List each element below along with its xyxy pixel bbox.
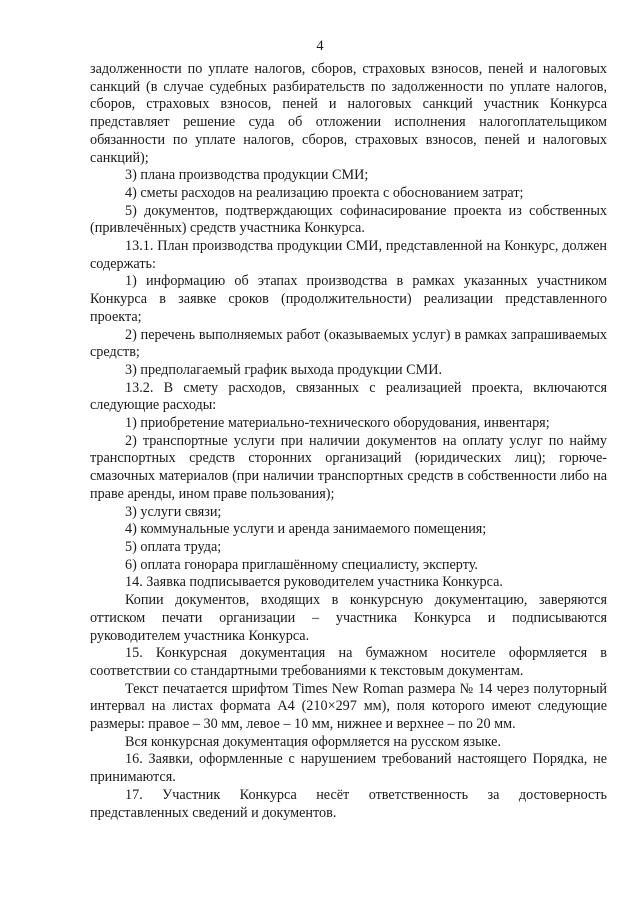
paragraph-15: 15. Конкурсная документация на бумажном носителе оформляется в соответствии со стандартными требованиями к текстовым документам. [90, 645, 607, 679]
paragraph-16: 16. Заявки, оформленные с нарушением требований настоящего Порядка, не принимаются. [90, 751, 607, 786]
paragraph-15-font: Текст печатается шрифтом Times New Roman размера № 14 через полуторный интервал на листах формата А4 (210×297 мм), поля которого имеют следующие размеры: правое – 30 мм, левое – 10 мм, нижнее и верхнее – по 20 мм. [90, 680, 607, 733]
paragraph-debt-continued: задолженности по уплате налогов, сборов, страховых взносов, пеней и налоговых санкций (в случае судебных разбирательств по задолженности по уплате налогов, сборов, страховых взносов, пеней и налоговых санкций участник Конкурса представляет решение суда об отложении исполнения налогоплательщиком обязанности по уплате налогов, сборов, страховых взносов, пеней и налоговых санкций); [90, 61, 607, 166]
paragraph-13-2-item-3: 3) услуги связи; [125, 503, 222, 520]
paragraph-13-1: 13.1. План производства продукции СМИ, представленной на Конкурс, должен содержать: [90, 238, 607, 272]
paragraph-15-language: Вся конкурсная документация оформляется на русском языке. [125, 733, 502, 750]
paragraph-13-2-item-2: 2) транспортные услуги при наличии документов на оплату услуг по найму транспортных средств сторонних организаций (юридических лиц); горюче-смазочных материалов (при наличии транспортных средств в собственности либо на праве аренды, ином праве пользования); [90, 432, 607, 502]
paragraph-17: 17. Участник Конкурса несёт ответственность за достоверность представленных сведений и документов. [90, 786, 607, 821]
paragraph-13-2-item-4: 4) коммунальные услуги и аренда занимаемого помещения; [125, 521, 487, 538]
paragraph-14-copies: Копии документов, входящих в конкурсную документацию, заверяются оттиском печати организации – участника Конкурса и подписываются руководителем участника Конкурса. [90, 592, 607, 644]
paragraph-13-2-item-6: 6) оплата гонорара приглашённому специалисту, эксперту. [125, 556, 478, 573]
document-body [90, 61, 607, 822]
paragraph-item-5: 5) документов, подтверждающих софинасирование проекта из собственных (привлечённых) средств участника Конкурса. [90, 202, 607, 237]
paragraph-13-2-item-1: 1) приобретение материально-технического оборудования, инвентаря; [125, 415, 550, 432]
page-number: 4 [316, 38, 324, 54]
paragraph-13-2-item-5: 5) оплата труда; [125, 538, 222, 555]
paragraph-13-1-item-3: 3) предполагаемый график выхода продукции СМИ. [125, 361, 443, 378]
paragraph-14: 14. Заявка подписывается руководителем участника Конкурса. [125, 574, 503, 591]
paragraph-item-3: 3) плана производства продукции СМИ; [125, 167, 369, 184]
paragraph-13-1-item-1: 1) информацию об этапах производства в рамках указанных участником Конкурса в заявке сроков (продолжительности) реализации представленного проекта; [90, 273, 607, 325]
paragraph-13-1-item-2: 2) перечень выполняемых работ (оказываемых услуг) в рамках запрашиваемых средств; [90, 326, 607, 361]
paragraph-item-4: 4) сметы расходов на реализацию проекта с обоснованием затрат; [125, 184, 524, 201]
paragraph-13-2: 13.2. В смету расходов, связанных с реализацией проекта, включаются следующие расходы: [90, 379, 607, 414]
